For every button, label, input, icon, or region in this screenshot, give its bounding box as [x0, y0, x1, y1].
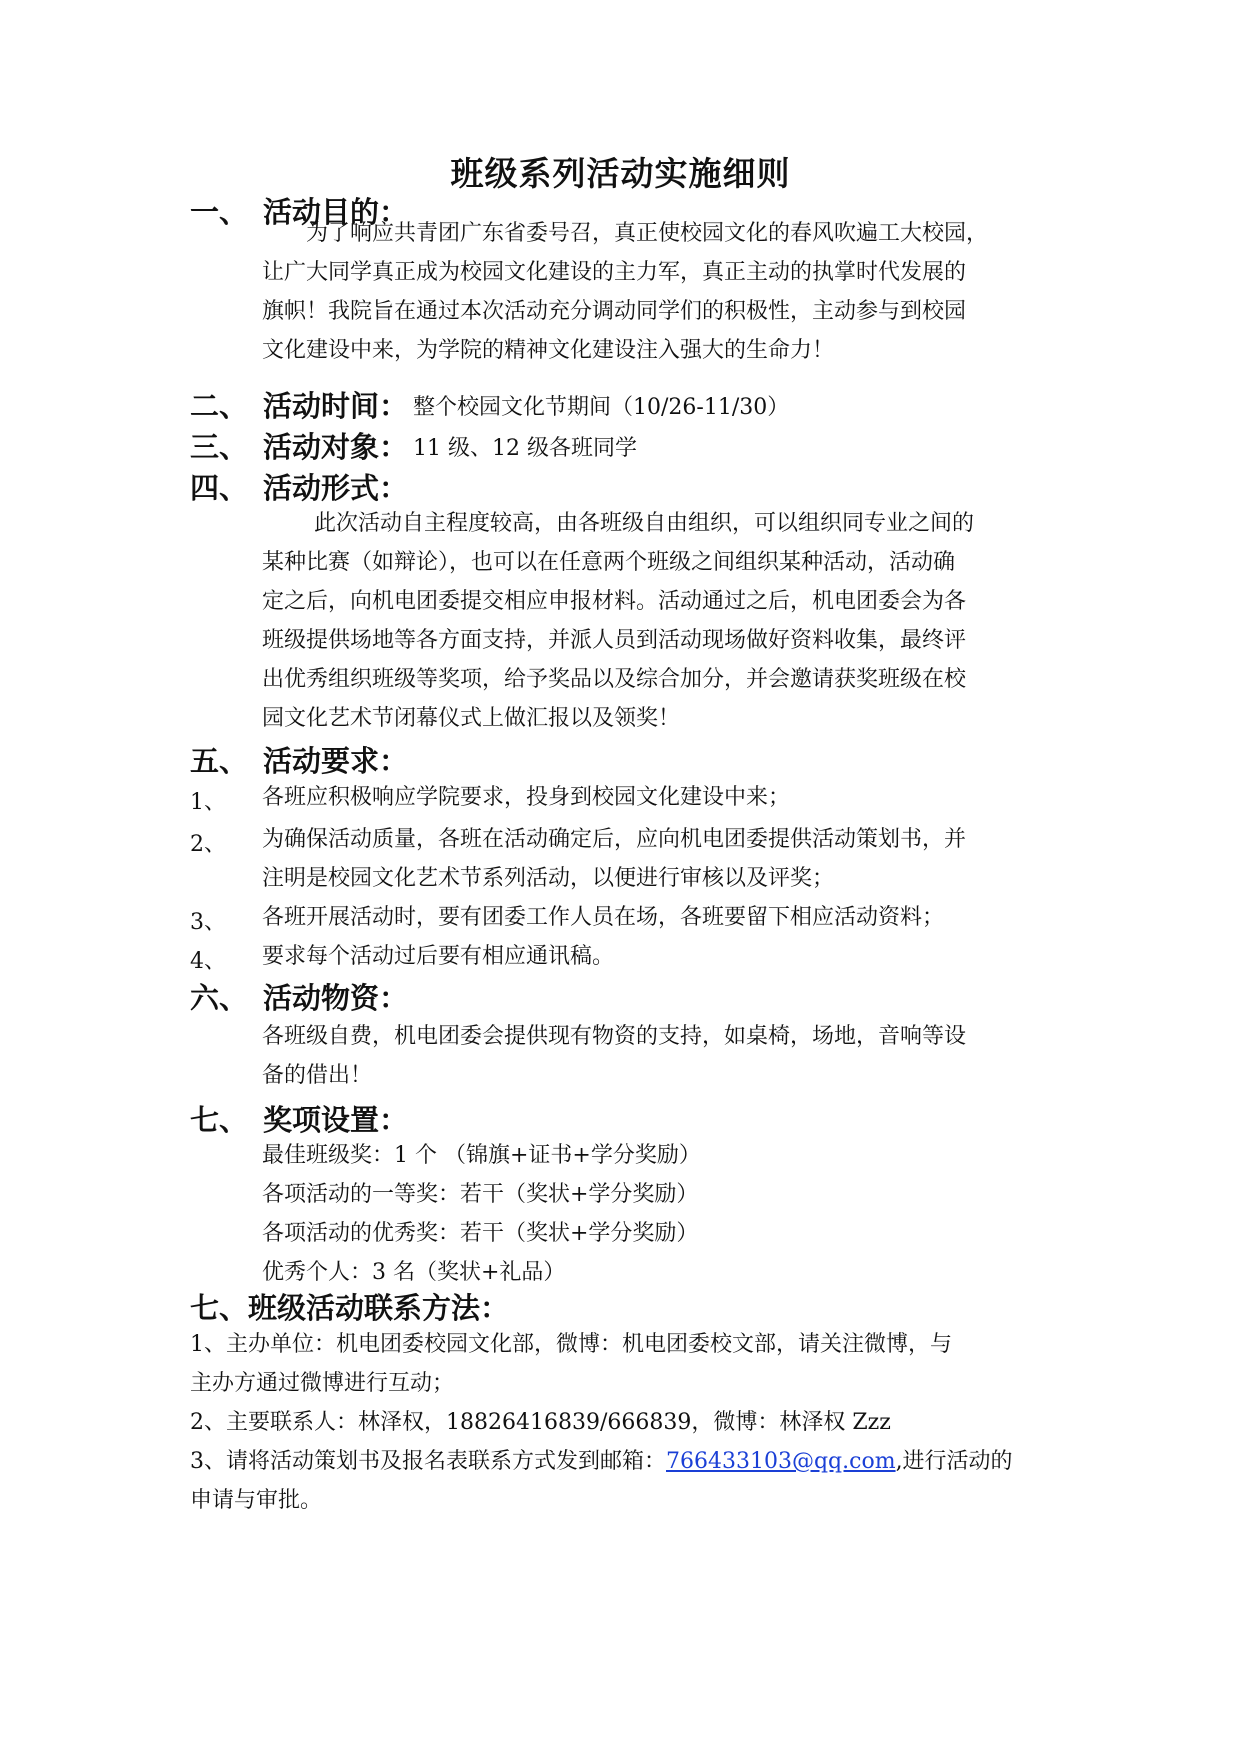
- contact-line: [190, 1442, 1013, 1481]
- section-5-heading: 活动要求：: [263, 744, 409, 778]
- contact-line: 2、主要联系人：林泽权，18826416839/666839，微博：林泽权 Zzz: [190, 1410, 891, 1435]
- paragraph-line: 旗帜！我院旨在通过本次活动充分调动同学们的积极性，主动参与到校园: [262, 299, 967, 324]
- section-6-body: [262, 1017, 966, 1095]
- paragraph-line: 各班级自费，机电团委会提供现有物资的支持，如桌椅，场地，音响等设: [262, 1024, 967, 1049]
- paragraph-line: 园文化艺术节闭幕仪式上做汇报以及领奖！: [262, 706, 681, 731]
- list-item-text: 为确保活动质量，各班在活动确定后，应向机电团委提供活动策划书，并: [262, 827, 967, 852]
- section-6-heading: 活动物资：: [263, 981, 409, 1015]
- list-item-text: 各班应积极响应学院要求，投身到校园文化建设中来；: [262, 785, 791, 810]
- contact-line-text: 3、请将活动策划书及报名表联系方式发到邮箱：: [190, 1449, 666, 1474]
- section-5-number: 五、: [190, 744, 249, 778]
- section-2-heading: 活动时间：: [263, 389, 409, 423]
- section-8-heading: 七、班级活动联系方法：: [190, 1291, 510, 1325]
- section-2-number: 二、: [190, 389, 249, 423]
- awards-list: [262, 1136, 701, 1292]
- section-3-heading: 活动对象：: [263, 430, 409, 464]
- contact-line-tail: ,进行活动的: [895, 1449, 1013, 1474]
- paragraph-line: 备的借出！: [262, 1063, 373, 1088]
- list-item-text: 各班开展活动时，要有团委工作人员在场，各班要留下相应活动资料；: [262, 905, 945, 930]
- section-6-number: 六、: [190, 981, 249, 1015]
- list-item-text: 要求每个活动过后要有相应通讯稿。: [262, 944, 615, 969]
- list-item-number: 4、: [190, 949, 226, 974]
- page-title: 班级系列活动实施细则: [450, 154, 791, 193]
- section-3-number: 三、: [190, 430, 249, 464]
- section-1-body: [262, 214, 988, 370]
- section-3-detail: 11 级、12 级各班同学: [413, 436, 637, 461]
- award-line: 各项活动的优秀奖：若干（奖状+学分奖励）: [262, 1221, 699, 1246]
- contact-line: 申请与审批。: [190, 1488, 323, 1513]
- section-7-heading: 奖项设置：: [263, 1103, 409, 1137]
- paragraph-line: 定之后，向机电团委提交相应申报材料。活动通过之后，机电团委会为各: [262, 589, 967, 614]
- section-7-number: 七、: [190, 1103, 249, 1137]
- section-1-heading: 活动目的：: [263, 195, 409, 229]
- section-4-body: [262, 504, 974, 738]
- paragraph-line: 此次活动自主程度较高，由各班级自由组织，可以组织同专业之间的: [314, 511, 975, 536]
- award-line: 优秀个人：3 名（奖状+礼品）: [262, 1260, 566, 1285]
- award-line: 各项活动的一等奖：若干（奖状+学分奖励）: [262, 1182, 699, 1207]
- list-item-number: 3、: [190, 910, 226, 935]
- list-item-number: 2、: [190, 832, 226, 857]
- contact-block: [190, 1325, 1013, 1520]
- list-item-text-continued: 注明是校园文化艺术节系列活动，以便进行审核以及评奖；: [262, 866, 835, 891]
- contact-line: 1、主办单位：机电团委校园文化部，微博：机电团委校文部，请关注微博，与: [190, 1332, 952, 1357]
- list-item-number: 1、: [190, 790, 226, 815]
- section-4-number: 四、: [190, 471, 249, 505]
- contact-line: 主办方通过微博进行互动；: [190, 1371, 455, 1396]
- paragraph-line: 为了响应共青团广东省委号召，真正使校园文化的春风吹遍工大校园，: [306, 221, 989, 246]
- award-line: 最佳班级奖：1 个 （锦旗+证书+学分奖励）: [262, 1143, 701, 1168]
- paragraph-line: 班级提供场地等各方面支持，并派人员到活动现场做好资料收集，最终评: [262, 628, 967, 653]
- paragraph-line: 出优秀组织班级等奖项，给予奖品以及综合加分，并会邀请获奖班级在校: [262, 667, 967, 692]
- section-1-number: 一、: [190, 195, 249, 229]
- section-2-detail: 整个校园文化节期间（10/26-11/30）: [413, 395, 790, 420]
- paragraph-line: 某种比赛（如辩论），也可以在任意两个班级之间组织某种活动，活动确: [262, 550, 956, 575]
- paragraph-line: 让广大同学真正成为校园文化建设的主力军，真正主动的执掌时代发展的: [262, 260, 967, 285]
- paragraph-line: 文化建设中来，为学院的精神文化建设注入强大的生命力！: [262, 338, 835, 363]
- email-link[interactable]: 766433103@qq.com: [666, 1449, 896, 1474]
- section-4-heading: 活动形式：: [263, 471, 409, 505]
